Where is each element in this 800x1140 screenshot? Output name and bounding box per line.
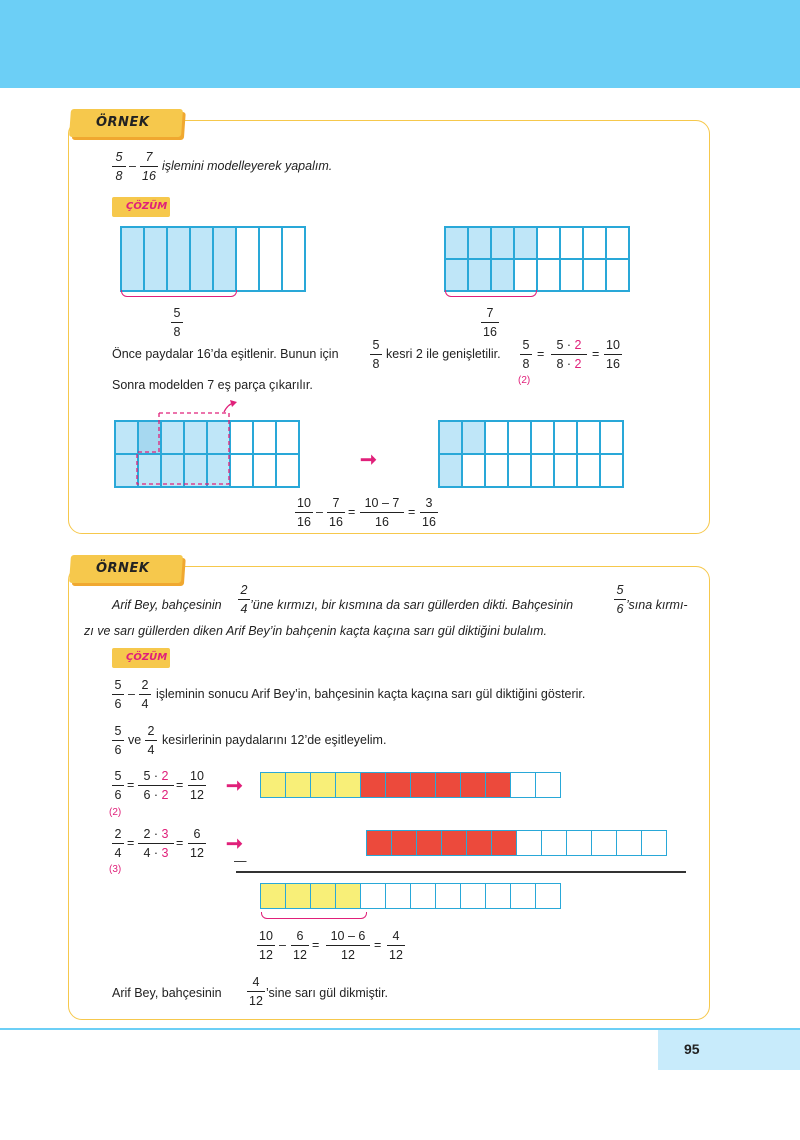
strip-four-twelfths bbox=[261, 883, 561, 909]
result2-frac-b: $\frac{6}{12}$ bbox=[291, 929, 309, 963]
s1-frac-a: $\frac{5}{6}$ bbox=[112, 678, 124, 712]
eq2-eq-1: = bbox=[127, 836, 135, 850]
arrow-right-icon: ➞ bbox=[226, 833, 243, 855]
eq1-eq-1: = bbox=[127, 778, 135, 792]
subtraction-line bbox=[236, 871, 686, 873]
result1-frac-c: $\frac{10 - 7}{16}$ bbox=[360, 496, 404, 530]
result1-frac-a: $\frac{10}{16}$ bbox=[295, 496, 313, 530]
result1-final: $\frac{3}{16}$ bbox=[420, 496, 438, 530]
page-header-band bbox=[0, 0, 800, 88]
intro-frac-b: $\frac{7}{16}$ bbox=[140, 150, 158, 184]
conclusion-frac: $\frac{4}{12}$ bbox=[247, 975, 265, 1009]
expand-result: $\frac{10}{16}$ bbox=[604, 338, 622, 372]
step1-text-b: kesri 2 ile genişletilir. bbox=[386, 347, 501, 361]
result2-op: – bbox=[279, 938, 286, 952]
eq2-frac-a: $\frac{2}{4}$ bbox=[112, 827, 124, 861]
page-number-box bbox=[658, 1030, 800, 1070]
brace-seven-sixteenths bbox=[445, 290, 537, 297]
solution-tag-1: ÇÖZÜM bbox=[112, 197, 170, 217]
s1-text: işleminin sonucu Arif Bey’in, bahçesinin kaçta kaçına sarı gül diktiğini gösterir. bbox=[156, 687, 586, 701]
solution-tag-2: ÇÖZÜM bbox=[112, 648, 170, 668]
intro-text: işlemini modelleyerek yapalım. bbox=[162, 159, 333, 173]
eq1-result: $\frac{10}{12}$ bbox=[188, 769, 206, 803]
expand-mul: $\frac{5 \cdot 2}{8 \cdot 2}$ bbox=[551, 338, 587, 372]
conclusion-text-a: Arif Bey, bahçesinin bbox=[112, 986, 222, 1000]
brace-four-twelfths bbox=[261, 912, 367, 919]
arrow-right-icon: ➞ bbox=[226, 775, 243, 797]
page-number: 95 bbox=[684, 1041, 700, 1057]
brace-five-eighths bbox=[121, 290, 237, 297]
model-five-eighths bbox=[120, 226, 306, 292]
problem-line2: zı ve sarı güllerden diken Arif Bey’in bahçenin kaçta kaçına sarı gül diktiğini bulalım. bbox=[84, 624, 547, 638]
s2-frac-a: $\frac{5}{6}$ bbox=[112, 724, 124, 758]
eq2-result: $\frac{6}{12}$ bbox=[188, 827, 206, 861]
problem-frac1: $\frac{2}{4}$ bbox=[238, 583, 250, 617]
conclusion-text-b: ’sine sarı gül dikmiştir. bbox=[266, 986, 389, 1000]
result2-frac-c: $\frac{10 - 6}{12}$ bbox=[326, 929, 370, 963]
s2-text: kesirlerinin paydalarını 12’de eşitleyelim. bbox=[162, 733, 387, 747]
intro-frac-a: $\frac{5}{8}$ bbox=[112, 150, 126, 184]
example-1-tag: ÖRNEK bbox=[69, 109, 183, 137]
eq1-frac-a: $\frac{5}{6}$ bbox=[112, 769, 124, 803]
intro-op: – bbox=[129, 159, 136, 173]
label-seven-sixteenths: $\frac{7}{16}$ bbox=[481, 306, 499, 340]
strip-six-twelfths bbox=[367, 830, 667, 856]
expand-note: (2) bbox=[518, 375, 531, 386]
eq1-eq-2: = bbox=[176, 778, 184, 792]
removed-parts-outline bbox=[130, 400, 250, 492]
result2-final: $\frac{4}{12}$ bbox=[387, 929, 405, 963]
strip-ten-twelfths bbox=[261, 772, 561, 798]
eq1-note: (2) bbox=[109, 807, 122, 818]
s1-op: – bbox=[128, 687, 135, 701]
step1-frac: $\frac{5}{8}$ bbox=[370, 338, 382, 372]
label-five-eighths: $\frac{5}{8}$ bbox=[171, 306, 183, 340]
problem-part1: Arif Bey, bahçesinin bbox=[112, 598, 222, 612]
eq2-note: (3) bbox=[109, 864, 122, 875]
problem-part2: ’üne kırmızı, bir kısmına da sarı güllerden dikti. Bahçesinin bbox=[250, 598, 574, 612]
eq1-mul: $\frac{5 \cdot 2}{6 \cdot 2}$ bbox=[138, 769, 174, 803]
step1-text-a: Önce paydalar 16’da eşitlenir. Bunun için bbox=[112, 347, 339, 361]
model-seven-sixteenths bbox=[444, 226, 630, 292]
s2-frac-b: $\frac{2}{4}$ bbox=[145, 724, 157, 758]
result1-eq-1: = bbox=[348, 505, 356, 519]
problem-frac2: $\frac{5}{6}$ bbox=[614, 583, 626, 617]
step2-text: Sonra modelden 7 eş parça çıkarılır. bbox=[112, 378, 313, 392]
example-2-tag: ÖRNEK bbox=[69, 555, 183, 583]
result2-eq-1: = bbox=[312, 938, 320, 952]
expand-frac-a: $\frac{5}{8}$ bbox=[520, 338, 532, 372]
result1-frac-b: $\frac{7}{16}$ bbox=[327, 496, 345, 530]
arrow-right-icon: ➞ bbox=[360, 449, 377, 471]
expand-eq-1: = bbox=[537, 347, 545, 361]
expand-eq-2: = bbox=[592, 347, 600, 361]
result1-op: – bbox=[316, 505, 323, 519]
model-subtraction-after bbox=[438, 420, 624, 488]
eq2-mul: $\frac{2 \cdot 3}{4 \cdot 3}$ bbox=[138, 827, 174, 861]
minus-sign: — bbox=[234, 854, 247, 868]
result1-eq-2: = bbox=[408, 505, 416, 519]
result2-frac-a: $\frac{10}{12}$ bbox=[257, 929, 275, 963]
s1-frac-b: $\frac{2}{4}$ bbox=[139, 678, 151, 712]
problem-part3: ’sına kırmı- bbox=[626, 598, 688, 612]
result2-eq-2: = bbox=[374, 938, 382, 952]
eq2-eq-2: = bbox=[176, 836, 184, 850]
s2-ve: ve bbox=[128, 733, 142, 747]
